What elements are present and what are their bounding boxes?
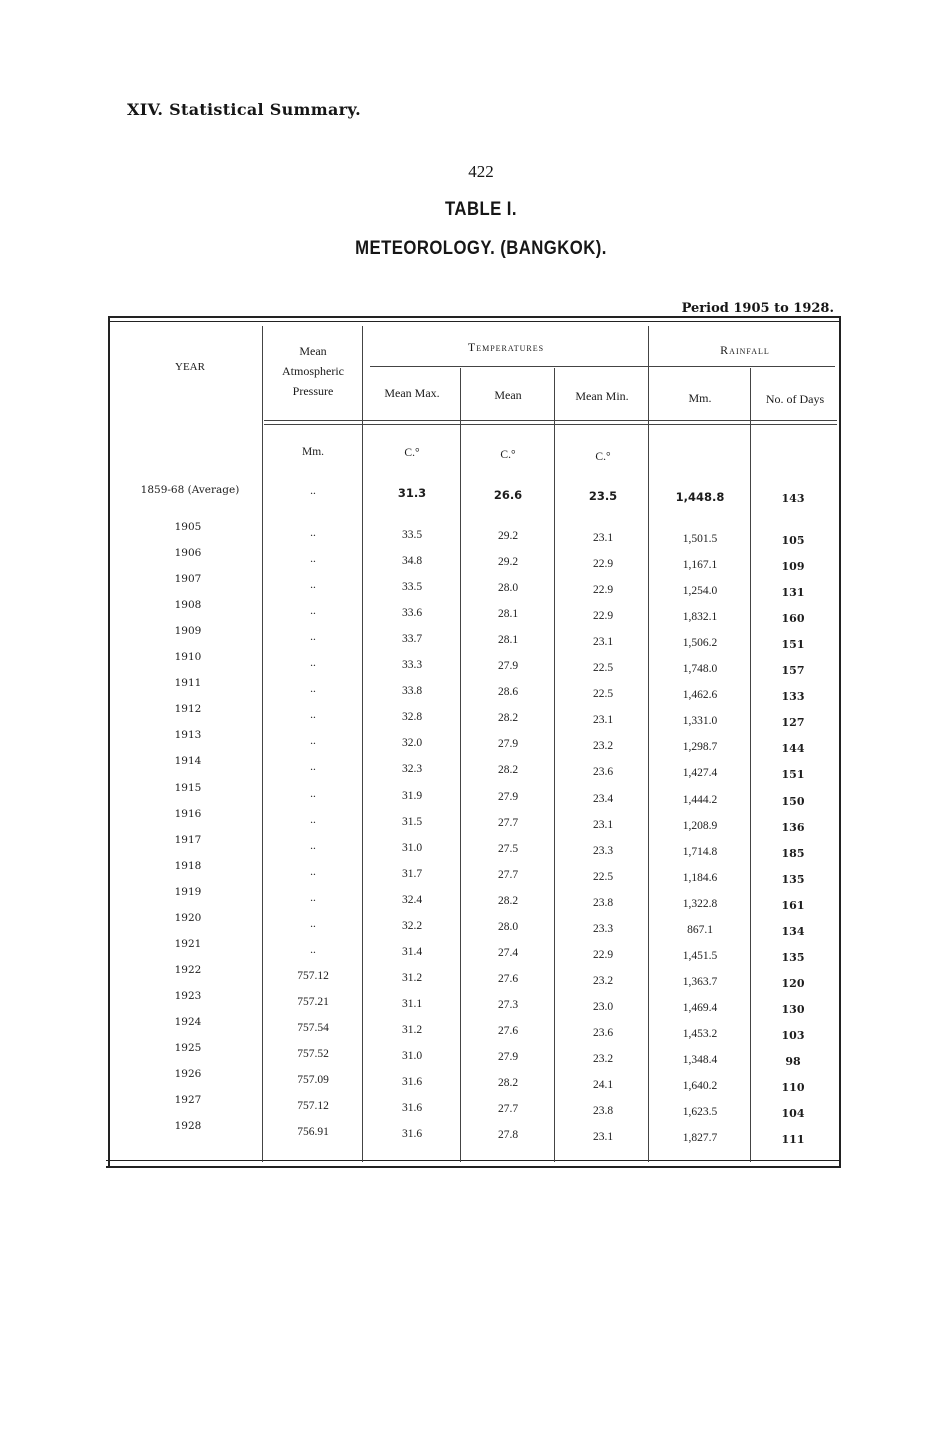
row-rain-days: 109 <box>781 560 805 574</box>
row-max: 33.8 <box>401 685 423 698</box>
row-rain-mm: 1,714.8 <box>682 845 718 858</box>
row-rain-mm: 1,254.0 <box>682 585 718 598</box>
row-pressure: .. <box>310 657 316 670</box>
row-min: 23.2 <box>592 1053 614 1065</box>
row-year: 1911 <box>174 677 202 690</box>
row-mean: 27.8 <box>497 1129 519 1142</box>
row-rain-mm: 1,469.4 <box>682 1001 718 1014</box>
average-rain-mm: 1,448.8 <box>675 490 725 504</box>
row-rain-days: 120 <box>781 976 805 990</box>
page-number: 422 <box>468 162 494 181</box>
row-mean: 28.1 <box>497 608 519 621</box>
row-rain-mm: 1,184.6 <box>682 871 718 884</box>
row-pressure: .. <box>310 631 316 644</box>
row-max: 33.7 <box>401 633 423 646</box>
row-rain-mm: 1,167.1 <box>682 559 718 572</box>
col-sep-max <box>460 368 461 1162</box>
row-rain-days: 157 <box>781 664 805 678</box>
row-max: 32.4 <box>401 893 423 906</box>
row-year: 1910 <box>174 651 202 664</box>
row-max: 31.9 <box>401 789 423 802</box>
row-rain-mm: 1,348.4 <box>682 1054 718 1066</box>
row-year: 1917 <box>174 833 202 846</box>
row-rain-days: 104 <box>781 1107 805 1121</box>
row-max: 31.6 <box>401 1128 423 1141</box>
row-pressure: .. <box>310 839 316 852</box>
row-rain-mm: 867.1 <box>687 923 713 936</box>
row-max: 31.7 <box>401 867 423 880</box>
row-rain-mm: 1,298.7 <box>682 741 718 754</box>
unit-min: C.° <box>595 451 611 463</box>
row-rain-mm: 1,623.5 <box>682 1106 718 1119</box>
row-max: 31.6 <box>401 1102 423 1115</box>
header-temperatures: Temperatures <box>467 340 545 354</box>
row-pressure: .. <box>310 943 316 956</box>
row-min: 23.2 <box>592 974 614 987</box>
row-mean: 28.1 <box>497 634 519 647</box>
row-year: 1923 <box>174 989 202 1002</box>
row-rain-mm: 1,827.7 <box>682 1132 718 1145</box>
row-year: 1928 <box>174 1120 202 1133</box>
table-title: TABLE I. <box>445 199 517 220</box>
row-rain-days: 111 <box>781 1133 805 1147</box>
row-rain-mm: 1,363.7 <box>682 975 718 988</box>
row-pressure: .. <box>310 891 316 904</box>
row-mean: 27.7 <box>497 816 519 829</box>
row-max: 33.6 <box>401 607 423 620</box>
row-mean: 28.2 <box>497 894 519 907</box>
row-min: 23.3 <box>592 922 614 935</box>
row-min: 22.9 <box>592 610 614 623</box>
row-year: 1918 <box>174 859 202 872</box>
col-sep-pressure <box>362 326 363 1162</box>
table-left-border <box>108 316 110 1168</box>
header-pressure-line1: Mean <box>299 344 327 358</box>
row-year: 1922 <box>174 963 202 976</box>
header-mean: Mean <box>494 388 522 402</box>
row-rain-days: 127 <box>781 716 805 730</box>
row-pressure: 757.12 <box>297 1100 329 1113</box>
table-top-border <box>110 316 841 318</box>
row-rain-mm: 1,427.4 <box>682 767 718 780</box>
unit-mean: C.° <box>500 449 516 461</box>
row-rain-days: 150 <box>781 794 805 808</box>
row-rain-days: 136 <box>781 820 805 834</box>
header-rain-mm: Mm. <box>688 391 712 405</box>
section-heading: XIV. Statistical Summary. <box>127 100 362 119</box>
row-pressure: .. <box>310 553 316 566</box>
row-rain-days: 103 <box>781 1028 805 1042</box>
row-mean: 27.7 <box>497 868 519 881</box>
row-year: 1920 <box>174 911 202 924</box>
header-pressure-line3: Pressure <box>292 384 334 398</box>
row-pressure: 757.21 <box>297 995 329 1008</box>
row-rain-mm: 1,748.0 <box>682 663 718 676</box>
row-pressure: .. <box>310 579 316 592</box>
row-year: 1909 <box>174 625 202 638</box>
row-pressure: .. <box>310 683 316 696</box>
row-min: 22.9 <box>592 558 614 571</box>
row-min: 23.1 <box>592 532 614 544</box>
row-rain-days: 151 <box>781 768 805 782</box>
row-mean: 27.7 <box>497 1103 519 1116</box>
row-mean: 28.2 <box>497 764 519 777</box>
row-rain-mm: 1,501.5 <box>682 533 718 545</box>
row-max: 31.4 <box>401 945 423 958</box>
table-bottom-border-outer <box>106 1166 841 1168</box>
rule-under-headers-2 <box>264 424 837 425</box>
row-min: 24.1 <box>592 1079 614 1092</box>
row-max: 34.8 <box>401 555 423 568</box>
row-pressure: .. <box>310 735 316 748</box>
row-rain-days: 135 <box>781 950 805 964</box>
row-mean: 29.2 <box>497 530 519 542</box>
row-min: 23.1 <box>592 714 614 727</box>
row-year: 1919 <box>174 885 202 898</box>
row-rain-mm: 1,453.2 <box>682 1027 718 1040</box>
row-max: 31.0 <box>401 841 423 854</box>
row-rain-mm: 1,331.0 <box>682 715 718 728</box>
row-mean: 27.5 <box>497 842 519 855</box>
row-pressure: .. <box>310 787 316 800</box>
row-mean: 27.4 <box>497 946 519 959</box>
row-rain-days: 133 <box>781 690 805 704</box>
row-pressure: .. <box>310 605 316 618</box>
row-rain-mm: 1,506.2 <box>682 637 718 650</box>
row-min: 23.8 <box>592 896 614 909</box>
row-year: 1915 <box>174 781 202 794</box>
row-max: 33.5 <box>401 581 423 594</box>
row-pressure: .. <box>310 917 316 930</box>
row-rain-days: 160 <box>781 612 805 626</box>
row-pressure: .. <box>310 761 316 774</box>
unit-pressure: Mm. <box>301 446 325 458</box>
table-subtitle: METEOROLOGY. (BANGKOK). <box>355 238 607 259</box>
row-rain-mm: 1,322.8 <box>682 897 718 910</box>
row-min: 23.0 <box>592 1000 614 1013</box>
row-max: 33.5 <box>401 529 423 541</box>
row-rain-days: 98 <box>785 1055 801 1068</box>
row-mean: 29.2 <box>497 556 519 569</box>
average-min: 23.5 <box>588 489 618 503</box>
row-mean: 27.6 <box>497 972 519 985</box>
row-min: 23.1 <box>592 818 614 831</box>
row-max: 33.3 <box>401 659 423 672</box>
average-year: 1859-68 (Average) <box>140 484 240 496</box>
row-min: 23.6 <box>592 766 614 779</box>
average-max: 31.3 <box>397 486 427 500</box>
row-mean: 28.0 <box>497 582 519 595</box>
row-rain-days: 185 <box>781 846 805 860</box>
row-mean: 28.6 <box>497 686 519 699</box>
row-min: 22.5 <box>592 870 614 883</box>
row-rain-mm: 1,208.9 <box>682 819 718 832</box>
row-rain-mm: 1,444.2 <box>682 793 718 806</box>
row-rain-days: 144 <box>781 742 805 756</box>
row-min: 23.2 <box>592 740 614 753</box>
row-min: 22.9 <box>592 584 614 597</box>
row-mean: 27.9 <box>497 790 519 803</box>
header-year: YEAR <box>175 361 205 373</box>
row-min: 23.4 <box>592 792 614 805</box>
average-pressure: .. <box>310 485 316 497</box>
row-min: 22.5 <box>592 688 614 701</box>
row-year: 1916 <box>174 807 202 820</box>
row-mean: 28.2 <box>497 1077 519 1090</box>
header-mean-max: Mean Max. <box>384 386 440 400</box>
table-bottom-border <box>106 1160 841 1161</box>
row-year: 1913 <box>174 729 202 742</box>
header-pressure-line2: Atmospheric <box>282 364 344 378</box>
row-mean: 27.9 <box>497 738 519 751</box>
row-rain-mm: 1,832.1 <box>682 611 718 624</box>
table-top-border-inner <box>110 321 841 322</box>
row-pressure: 757.12 <box>297 969 329 982</box>
row-year: 1921 <box>174 937 202 950</box>
row-max: 31.6 <box>401 1076 423 1089</box>
row-rain-days: 161 <box>781 898 805 912</box>
unit-max: C.° <box>404 447 420 459</box>
row-rain-days: 130 <box>781 1002 805 1016</box>
row-pressure: .. <box>310 709 316 722</box>
row-year: 1908 <box>174 599 202 612</box>
header-mean-min: Mean Min. <box>575 389 629 403</box>
row-pressure: .. <box>310 527 316 539</box>
col-sep-mean <box>554 368 555 1162</box>
row-pressure: 757.09 <box>297 1074 329 1087</box>
row-min: 23.1 <box>592 1131 614 1144</box>
row-max: 31.2 <box>401 1023 423 1036</box>
row-rain-days: 131 <box>781 586 805 600</box>
row-pressure: 757.54 <box>297 1021 329 1034</box>
table-right-border <box>839 316 841 1168</box>
col-sep-year <box>262 326 263 1162</box>
row-max: 32.0 <box>401 737 423 750</box>
row-max: 31.5 <box>401 815 423 828</box>
row-rain-days: 105 <box>781 534 805 547</box>
col-sep-mm <box>750 368 751 1162</box>
row-rain-days: 134 <box>781 924 805 938</box>
row-max: 31.1 <box>401 997 423 1010</box>
row-mean: 28.0 <box>497 920 519 933</box>
row-max: 32.3 <box>401 763 423 776</box>
row-mean: 27.6 <box>497 1024 519 1037</box>
row-max: 31.0 <box>401 1050 423 1062</box>
row-pressure: .. <box>310 865 316 878</box>
row-rain-days: 110 <box>781 1081 805 1095</box>
period-note: Period 1905 to 1928. <box>681 301 834 316</box>
row-min: 22.9 <box>592 948 614 961</box>
row-mean: 27.9 <box>497 1051 519 1063</box>
row-year: 1905 <box>174 521 202 533</box>
row-rain-days: 135 <box>781 872 805 886</box>
row-max: 31.2 <box>401 971 423 984</box>
row-year: 1925 <box>174 1042 202 1054</box>
rule-under-headers <box>264 420 837 421</box>
average-rain-days: 143 <box>781 492 805 505</box>
row-min: 23.3 <box>592 844 614 857</box>
row-year: 1914 <box>174 755 202 768</box>
row-rain-mm: 1,640.2 <box>682 1080 718 1093</box>
row-year: 1927 <box>174 1094 202 1107</box>
average-mean: 26.6 <box>493 488 523 502</box>
row-rain-mm: 1,451.5 <box>682 949 718 962</box>
row-year: 1907 <box>174 573 202 586</box>
header-rain-days: No. of Days <box>765 392 825 406</box>
row-pressure: .. <box>310 813 316 826</box>
row-max: 32.8 <box>401 711 423 724</box>
row-year: 1926 <box>174 1068 202 1081</box>
row-rain-days: 151 <box>781 638 805 652</box>
row-min: 22.5 <box>592 662 614 675</box>
row-min: 23.1 <box>592 636 614 649</box>
row-pressure: 756.91 <box>297 1126 329 1139</box>
row-rain-mm: 1,462.6 <box>682 689 718 702</box>
row-year: 1906 <box>174 547 202 560</box>
row-year: 1924 <box>174 1015 202 1028</box>
row-mean: 27.9 <box>497 660 519 673</box>
row-mean: 27.3 <box>497 998 519 1011</box>
row-min: 23.8 <box>592 1105 614 1118</box>
row-pressure: 757.52 <box>297 1048 329 1060</box>
row-mean: 28.2 <box>497 712 519 725</box>
row-min: 23.6 <box>592 1026 614 1039</box>
rule-under-groups <box>370 366 835 367</box>
row-max: 32.2 <box>401 919 423 932</box>
header-rainfall: Rainfall <box>720 343 770 357</box>
row-year: 1912 <box>174 703 202 716</box>
